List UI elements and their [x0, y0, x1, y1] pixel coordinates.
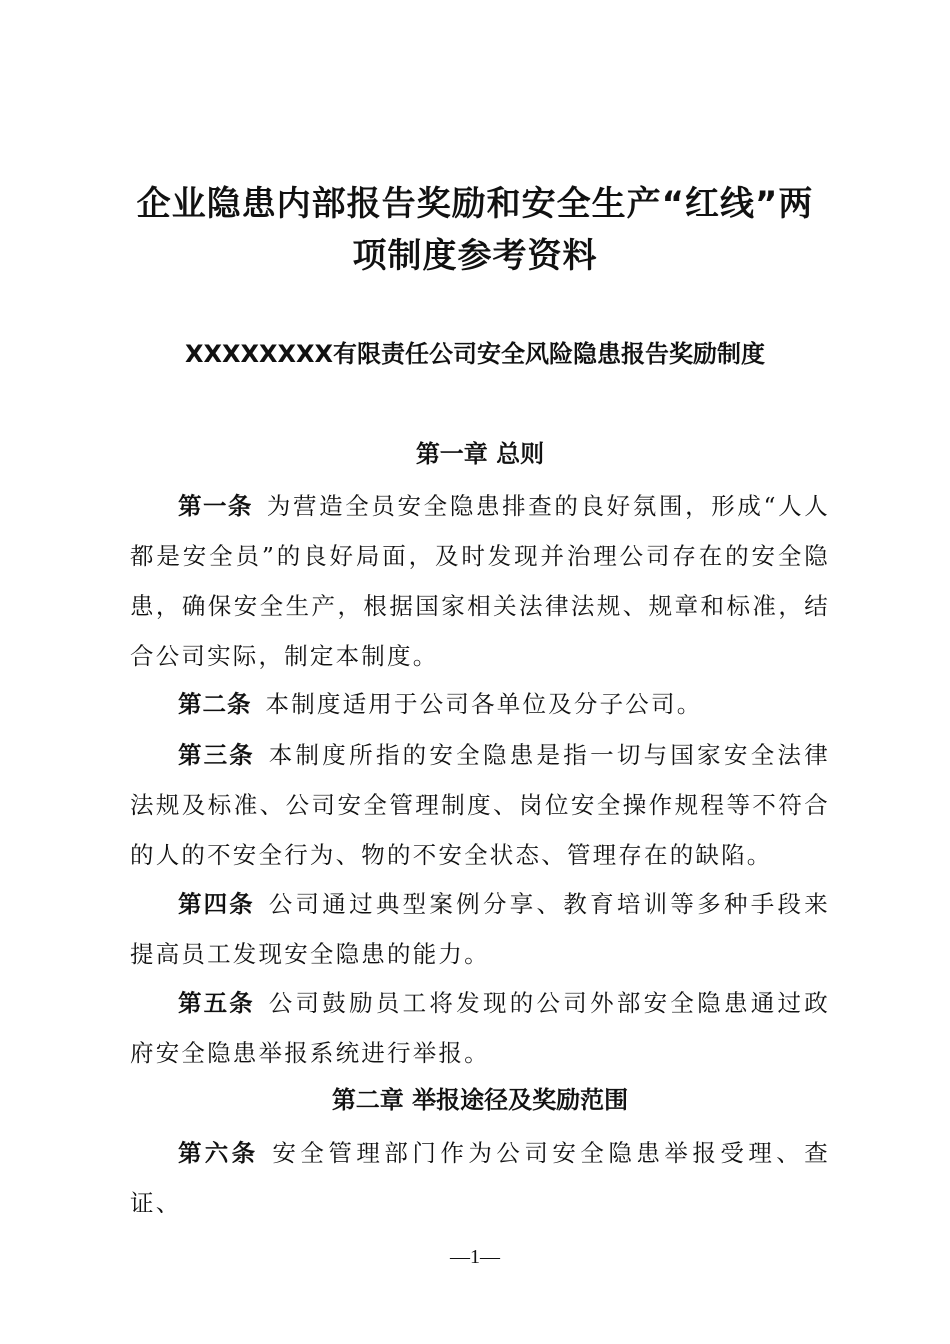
document-title: 企业隐患内部报告奖励和安全生产“红线”两项制度参考资料: [136, 184, 814, 276]
article-label: 第三条: [178, 741, 255, 769]
article-4: [130, 879, 830, 979]
article-label: 第五条: [178, 989, 255, 1017]
article-text: 安全管理部门作为公司安全隐患举报受理、查证、: [130, 1139, 831, 1217]
article-3: [130, 730, 830, 880]
article-1: [130, 481, 830, 681]
chapter-heading-2: 第二章 举报途径及奖励范围: [331, 1086, 629, 1114]
document-subtitle: XXXXXXXX有限责任公司安全风险隐患报告奖励制度: [184, 340, 766, 368]
chapter-heading-1: 第一章 总则: [415, 440, 545, 468]
article-2: [130, 679, 830, 729]
article-label: 第四条: [178, 890, 255, 918]
article-text: 本制度所指的安全隐患是指一切与国家安全法律法规及标准、公司安全管理制度、岗位安全操作规程等不符合的人的不安全行为、物的不安全状态、管理存在的缺陷。: [130, 741, 830, 869]
article-label: 第一条: [178, 492, 253, 520]
article-text: 公司鼓励员工将发现的公司外部安全隐患通过政府安全隐患举报系统进行举报。: [130, 989, 830, 1067]
article-label: 第六条: [178, 1139, 259, 1167]
article-5: [130, 978, 830, 1078]
article-text: 为营造全员安全隐患排查的良好氛围，形成“人人都是安全员”的良好局面，及时发现并治理公司存在的安全隐患，确保安全生产，根据国家相关法律法规、规章和标准，结合公司实际，制定本制度。: [130, 492, 830, 670]
article-text: 公司通过典型案例分享、教育培训等多种手段来提高员工发现安全隐患的能力。: [130, 890, 830, 968]
article-text: 本制度适用于公司各单位及分子公司。: [265, 690, 703, 718]
page-number: —1—: [450, 1246, 500, 1268]
article-label: 第二条: [178, 690, 252, 718]
article-6: [130, 1128, 830, 1228]
